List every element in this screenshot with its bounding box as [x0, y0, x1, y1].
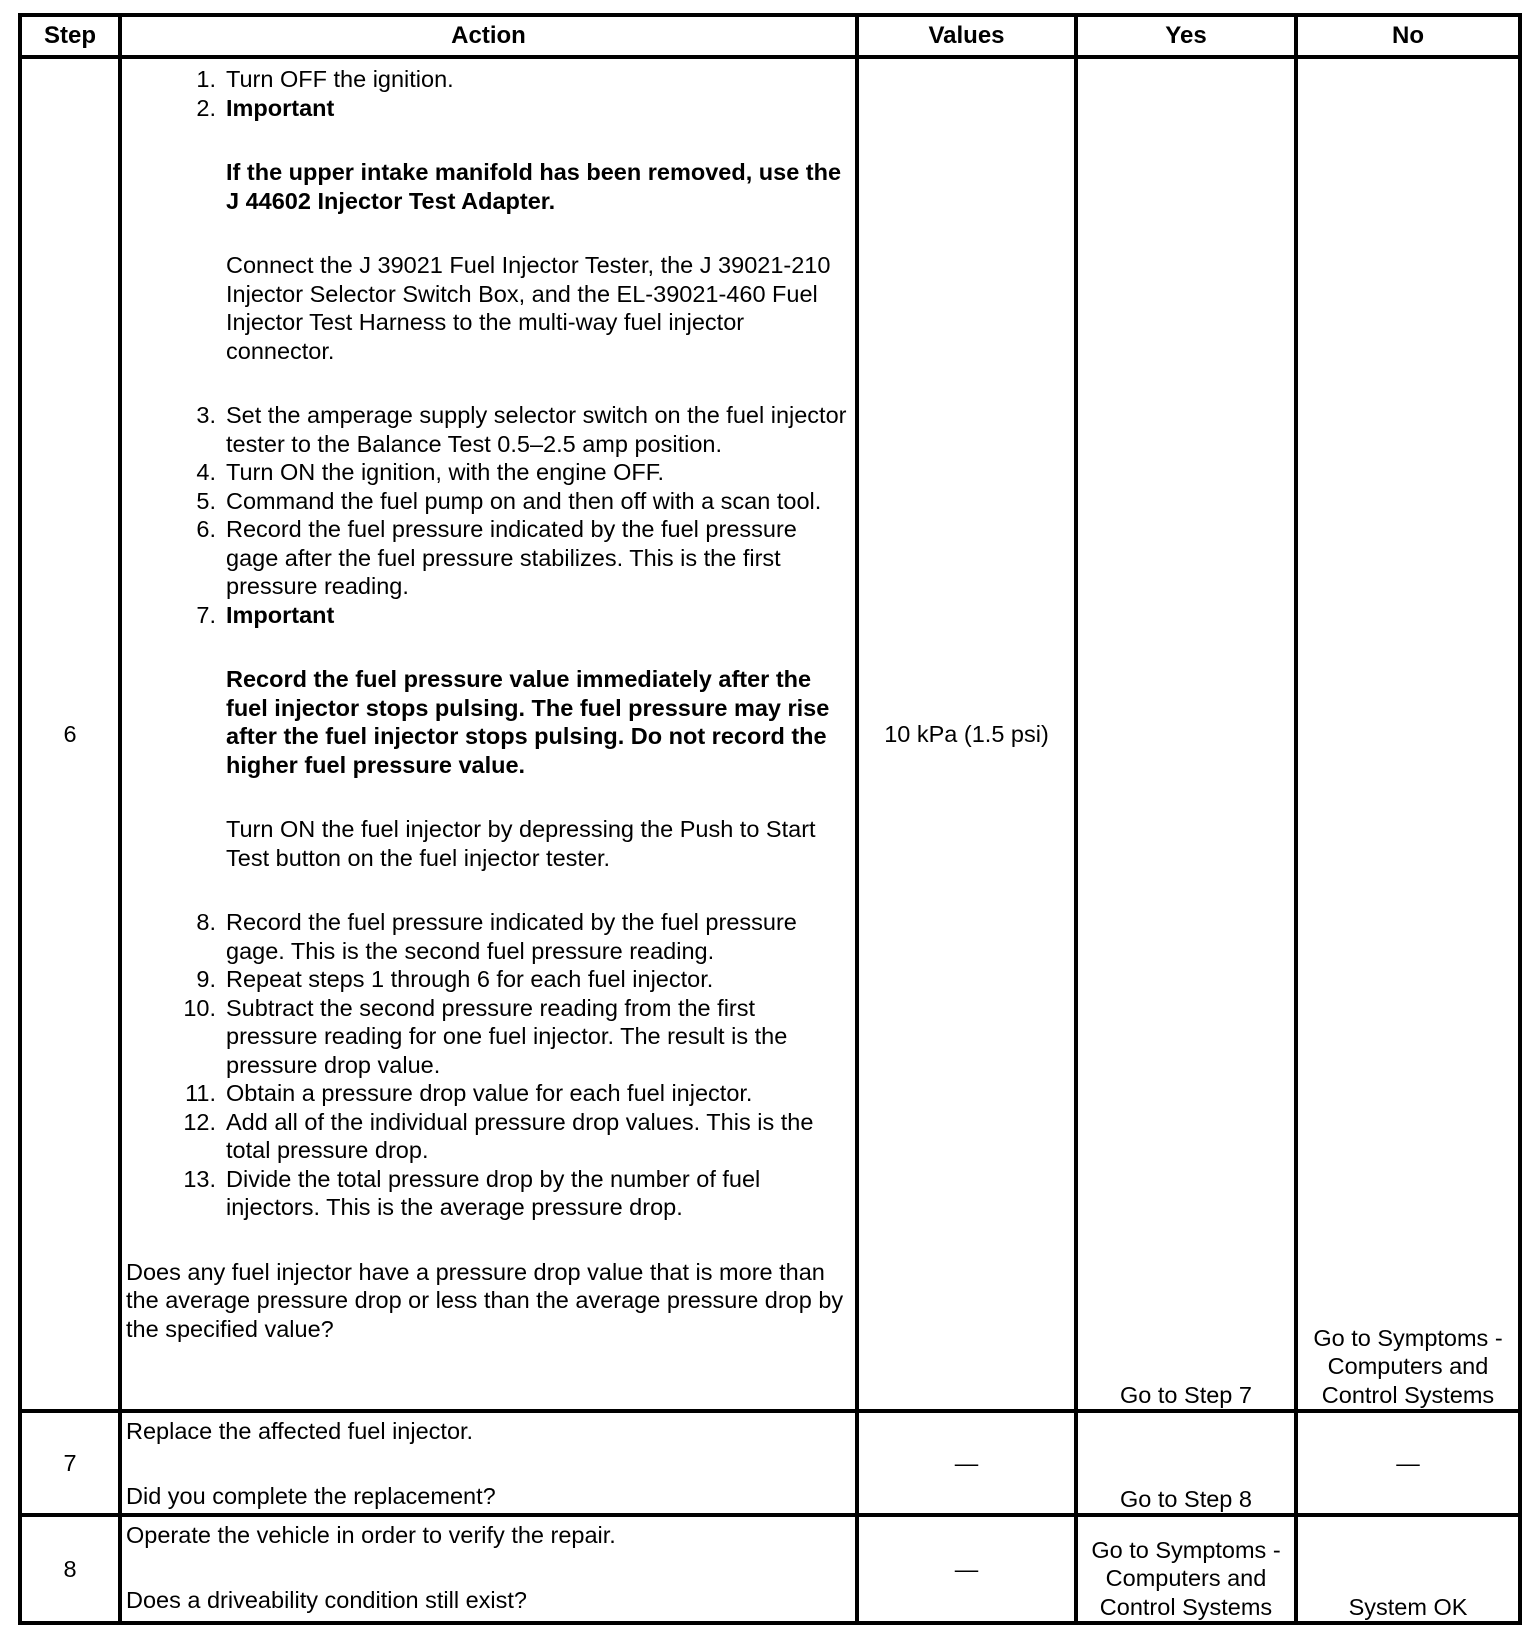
list-item: 1. Turn OFF the ignition.: [196, 66, 454, 92]
list-item: 13. Divide the total pressure drop by the number of fuel injectors. This is the average pressure drop.: [183, 1165, 761, 1220]
header-no: No: [1296, 15, 1520, 57]
values-cell: 10 kPa (1.5 psi): [857, 57, 1076, 1411]
step-text: Turn ON the fuel injector by depressing the Push to Start Test button on the fuel injector tester.: [226, 816, 816, 871]
list-item: 3. Set the amperage supply selector switch on the fuel injector tester to the Balance Test 0.5–2.5 amp position.: [196, 402, 847, 457]
step-number: 8: [20, 1515, 120, 1623]
important-note: Record the fuel pressure value immediately after the fuel injector stops pulsing. The fuel pressure may rise after the fuel injector stops pulsing. Do not record the higher fuel pressure value.: [226, 666, 830, 778]
no-cell: —: [1296, 1411, 1520, 1515]
no-cell: Go to Symptoms - Computers and Control Systems: [1296, 57, 1520, 1411]
list-item: 6. Record the fuel pressure indicated by the fuel pressure gage after the fuel pressure stabilizes. This is the first pressure reading.: [196, 516, 797, 599]
header-values: Values: [857, 15, 1076, 57]
action-cell: [120, 1411, 857, 1515]
action-steps-list: [126, 65, 851, 1222]
action-text: Operate the vehicle in order to verify the repair.: [126, 1522, 616, 1548]
action-question: Did you complete the replacement?: [126, 1482, 496, 1509]
action-cell: [120, 1515, 857, 1623]
action-cell: [120, 57, 857, 1411]
list-item: 4. Turn ON the ignition, with the engine OFF.: [196, 459, 665, 485]
important-label: Important: [226, 601, 335, 628]
list-item: 12. Add all of the individual pressure drop values. This is the total pressure drop.: [183, 1108, 814, 1163]
header-yes: Yes: [1076, 15, 1296, 57]
table-row-step-6: [20, 57, 1520, 1411]
list-item: 11. Obtain a pressure drop value for each fuel injector.: [185, 1080, 753, 1106]
yes-cell: Go to Step 8: [1076, 1411, 1296, 1515]
step-number: 7: [20, 1411, 120, 1515]
action-text: Replace the affected fuel injector.: [126, 1418, 474, 1444]
header-step: Step: [20, 15, 120, 57]
list-item: 8. Record the fuel pressure indicated by the fuel pressure gage. This is the second fuel pressure reading.: [196, 909, 797, 964]
list-item: 5. Command the fuel pump on and then off with a scan tool.: [196, 487, 822, 514]
table-row-step-7: [20, 1411, 1520, 1515]
action-question: Does any fuel injector have a pressure drop value that is more than the average pressure drop or less than the average pressure drop by the specified value?: [126, 1258, 844, 1342]
no-cell: System OK: [1296, 1515, 1520, 1623]
header-action: Action: [120, 15, 857, 57]
list-item: 2. Important If the upper intake manifold has been removed, use the J 44602 Injector Test Adapter. Connect the J 39021 Fuel Injector Tester, the J 39021-210 Injector Selector Switch Box, and the EL-39021-460 Fuel Injector Test Harness to the multi-way fuel injector connector.: [126, 94, 851, 402]
list-item: 9. Repeat steps 1 through 6 for each fuel injector.: [196, 966, 714, 992]
important-note: If the upper intake manifold has been removed, use the J 44602 Injector Test Adapter.: [226, 159, 842, 214]
list-item: 10. Subtract the second pressure reading from the first pressure reading for one fuel injector. The result is the pressure drop value.: [183, 994, 788, 1078]
step-text: Connect the J 39021 Fuel Injector Tester, the J 39021-210 Injector Selector Switch Box, and the EL-39021-460 Fuel Injector Test Harness to the multi-way fuel injector connector.: [226, 252, 831, 364]
yes-cell: Go to Step 7: [1076, 57, 1296, 1411]
action-question: Does a driveability condition still exist?: [126, 1586, 527, 1613]
important-label: Important: [226, 94, 335, 121]
diagnostic-table: [18, 13, 1522, 1625]
table-row-step-8: [20, 1515, 1520, 1623]
list-item: 7. Important Record the fuel pressure value immediately after the fuel injector stops pulsing. The fuel pressure may rise after the fuel injector stops pulsing. Do not record the higher fuel pressure value. Turn ON the fuel injector by depressing the Push to Start Test button on the fuel injector tester.: [126, 601, 851, 909]
values-cell: —: [857, 1515, 1076, 1623]
header-row: [20, 15, 1520, 57]
values-cell: —: [857, 1411, 1076, 1515]
yes-cell: Go to Symptoms - Computers and Control Systems: [1076, 1515, 1296, 1623]
step-number: 6: [20, 57, 120, 1411]
